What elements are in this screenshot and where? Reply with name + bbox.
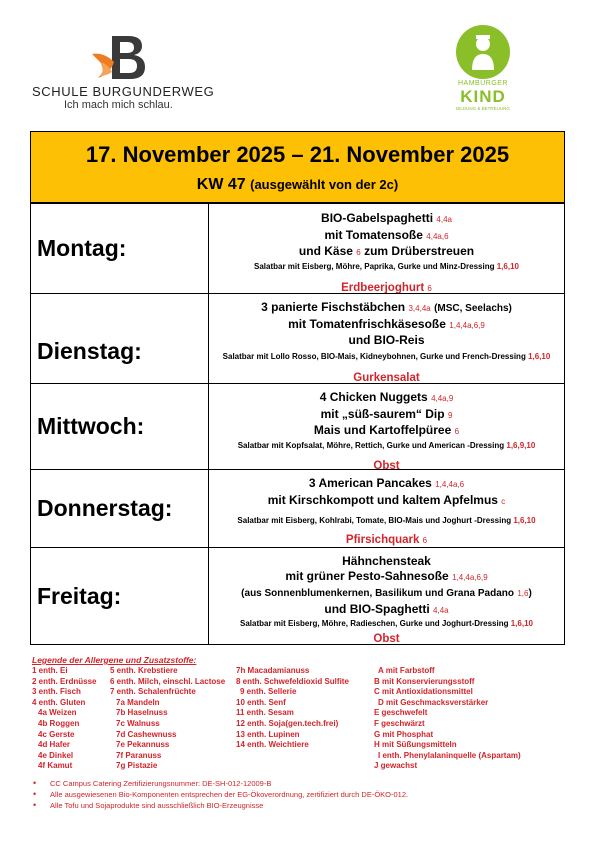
legend-item: 1 enth. Ei bbox=[32, 666, 68, 675]
day-name: Freitag: bbox=[31, 548, 209, 644]
legend-item: 7f Paranuss bbox=[116, 750, 162, 760]
partner-logo-main: KIND bbox=[460, 87, 506, 106]
day-row-monday bbox=[31, 203, 564, 293]
legend-item: 7c Walnuss bbox=[116, 718, 160, 728]
salad-bar: Salatbar mit Lollo Rosso, BIO-Mais, Kidneybohnen, Gurke und French-Dressing 1,6,10 bbox=[222, 351, 551, 361]
dish-line: mit „süß-saurem“ Dip 9 bbox=[320, 406, 453, 421]
legend-item: 4a Weizen bbox=[38, 708, 77, 718]
legend-item: 13 enth. Lupinen bbox=[236, 729, 300, 739]
legend-title: Legende der Allergene und Zusatzstoffe: bbox=[32, 655, 197, 665]
day-menu bbox=[209, 548, 564, 650]
legend-item: 4 enth. Gluten bbox=[32, 697, 86, 707]
footnote-bio-regulation: • Alle ausgewiesenen Bio-Komponenten entsprechen der EG-Ökoverordnung, zertifiziert durch DE-ÖKO-012. bbox=[50, 789, 408, 800]
day-row-tuesday bbox=[31, 293, 564, 383]
week-number: KW 47 bbox=[196, 176, 246, 193]
hamburger-kind-logo-icon bbox=[438, 24, 528, 80]
class-selection: (ausgewählt von der 2c) bbox=[250, 177, 399, 192]
legend-item: 4e Dinkel bbox=[38, 750, 74, 760]
legend-item: 7g Pistazie bbox=[116, 761, 158, 771]
day-menu bbox=[209, 384, 564, 475]
legend-item: 4d Hafer bbox=[38, 740, 71, 750]
day-row-wednesday bbox=[31, 383, 564, 472]
dish-line: Mais und Kartoffelpüree 6 bbox=[313, 423, 460, 437]
footnote-certification: • CC Campus Catering Zertifizierungsnummer: DE-SH-012-12009-B bbox=[50, 778, 408, 789]
footnote-tofu-soja: • Alle Tofu und Sojaprodukte sind ausschließlich BIO-Erzeugnisse bbox=[50, 800, 408, 811]
legend-item: 3 enth. Fisch bbox=[32, 687, 81, 697]
menu-table bbox=[30, 203, 565, 645]
legend-item: 10 enth. Senf bbox=[236, 697, 286, 707]
legend-item: 4f Kamut bbox=[38, 761, 73, 771]
school-tagline: Ich mach mich schlau. bbox=[64, 99, 173, 111]
legend-item: D mit Geschmacksverstärker bbox=[378, 697, 489, 707]
day-name: Montag: bbox=[31, 204, 209, 293]
dish-line: mit grüner Pesto-Sahnesoße 1,4,4a,6,9 bbox=[285, 568, 488, 583]
legend-item: J gewachst bbox=[374, 761, 418, 771]
school-b-logo-icon bbox=[90, 32, 150, 84]
dish-line: 3 panierte Fischstäbchen 3,4,4a (MSC, Seelachs) bbox=[261, 300, 512, 314]
legend-item: 14 enth. Weichtiere bbox=[236, 740, 309, 750]
dish-line: 3 American Pancakes 1,4,4a,6 bbox=[308, 476, 465, 490]
date-range: 17. November 2025 – 21. November 2025 bbox=[85, 142, 510, 167]
legend-item: A mit Farbstoff bbox=[378, 666, 435, 675]
legend-item: H mit Süßungsmitteln bbox=[374, 740, 457, 750]
salad-bar: Salatbar mit Eisberg, Möhre, Paprika, Gurke und Minz-Dressing 1,6,10 bbox=[254, 261, 519, 271]
dessert: Erdbeerjoghurt 6 bbox=[341, 281, 432, 294]
day-menu bbox=[209, 470, 564, 553]
legend-item: 4b Roggen bbox=[38, 718, 80, 728]
salad-bar: Salatbar mit Kopfsalat, Möhre, Rettich, Gurke und American -Dressing 1,6,9,10 bbox=[237, 440, 536, 450]
legend-item: 8 enth. Schwefeldioxid Sulfite bbox=[236, 676, 349, 686]
dish-line: 4 Chicken Nuggets 4,4a,9 bbox=[319, 390, 454, 404]
dish-line: und BIO-Spaghetti 4,4a bbox=[324, 601, 449, 616]
legend-item: F geschwärzt bbox=[374, 718, 425, 728]
dessert: Obst bbox=[373, 459, 400, 472]
legend-item: E geschwefelt bbox=[374, 708, 428, 718]
legend-item: G mit Phosphat bbox=[374, 729, 434, 739]
legend-item: 7b Haselnuss bbox=[116, 708, 168, 718]
dish-line: Hähnchensteak bbox=[342, 554, 431, 568]
salad-bar: Salatbar mit Eisberg, Kohlrabi, Tomate, BIO-Mais und Joghurt -Dressing 1,6,10 bbox=[237, 516, 536, 525]
legend-column-allergens-2 bbox=[110, 666, 225, 772]
legend-item: 6 enth. Milch, einschl. Lactose bbox=[110, 676, 226, 686]
legend-item: 7a Mandeln bbox=[116, 697, 160, 707]
legend-item: C mit Antioxidationsmittel bbox=[374, 687, 473, 697]
day-name: Dienstag: bbox=[31, 294, 209, 383]
day-name: Mittwoch: bbox=[31, 384, 209, 469]
dish-line: (aus Sonnenblumenkernen, Basilikum und Grana Padano 1,6) bbox=[241, 588, 532, 599]
legend-item: 7h Macadamianuss bbox=[236, 666, 310, 675]
legend-column-allergens-1 bbox=[32, 666, 96, 772]
legend-item: 7 enth. Schalenfrüchte bbox=[110, 687, 196, 697]
dish-line: BIO-Gabelspaghetti 4,4a bbox=[321, 211, 452, 225]
day-menu bbox=[209, 204, 564, 300]
legend-item: 11 enth. Sesam bbox=[236, 708, 294, 718]
menu-header bbox=[30, 131, 565, 203]
dish-line: mit Tomatenfrischkäsesoße 1,4,4a,6,9 bbox=[288, 316, 485, 331]
salad-bar: Salatbar mit Eisberg, Möhre, Radieschen, Gurke und Joghurt-Dressing 1,6,10 bbox=[240, 619, 533, 628]
partner-logo-top: HAMBURGER bbox=[457, 80, 508, 87]
dish-line: und Käse 6 zum Drüberstreuen bbox=[298, 244, 475, 258]
legend-item: 12 enth. Soja(gen.tech.frei) bbox=[236, 718, 339, 728]
dessert: Pfirsichquark 6 bbox=[345, 534, 428, 546]
day-menu bbox=[209, 294, 564, 389]
day-row-friday bbox=[31, 547, 564, 644]
day-row-thursday bbox=[31, 469, 564, 547]
dessert: Gurkensalat bbox=[353, 371, 420, 384]
school-name: SCHULE BURGUNDERWEG bbox=[32, 84, 215, 99]
dish-line: mit Kirschkompott und kaltem Apfelmus c bbox=[267, 492, 506, 507]
legend-item: 4c Gerste bbox=[38, 729, 75, 739]
legend-item: 9 enth. Sellerie bbox=[240, 687, 297, 697]
legend-column-allergens-3 bbox=[236, 666, 349, 751]
day-name: Donnerstag: bbox=[31, 470, 209, 547]
legend-item: 5 enth. Krebstiere bbox=[110, 666, 178, 675]
legend-item: B mit Konservierungsstoff bbox=[374, 676, 475, 686]
dessert: Obst bbox=[373, 633, 400, 645]
legend-item: 7d Cashewnuss bbox=[116, 729, 177, 739]
legend-item: 2 enth. Erdnüsse bbox=[32, 676, 97, 686]
legend-item: 7e Pekannuss bbox=[116, 740, 170, 750]
partner-logo bbox=[438, 24, 528, 114]
legend-item: I enth. Phenylalaninquelle (Aspartam) bbox=[378, 750, 521, 760]
week-line bbox=[31, 176, 564, 194]
legend-column-additives bbox=[374, 666, 521, 772]
footnotes bbox=[50, 778, 408, 811]
dish-line: mit Tomatensoße 4,4a,6 bbox=[324, 227, 449, 242]
dish-line: und BIO-Reis bbox=[348, 333, 425, 347]
partner-logo-sub: BILDUNG & BETREUUNG bbox=[456, 106, 510, 111]
school-logo bbox=[30, 32, 215, 112]
